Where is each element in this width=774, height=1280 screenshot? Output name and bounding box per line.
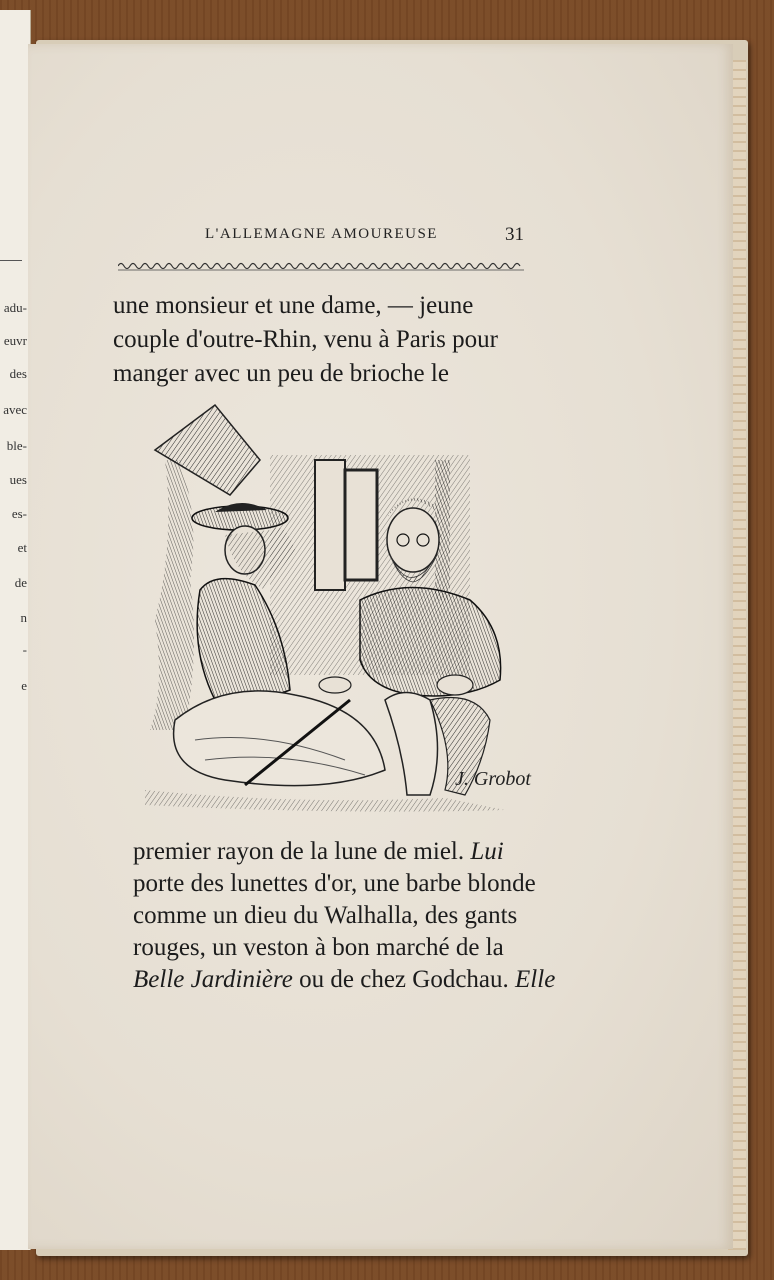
facing-page-text: - bbox=[22, 642, 27, 657]
facing-page-text: adu- bbox=[3, 300, 27, 315]
text-line: rouges, un veston à bon marché de la bbox=[133, 934, 504, 961]
facing-page-text: et bbox=[17, 540, 27, 555]
text-line: une monsieur et une dame, — jeune bbox=[113, 292, 474, 319]
facing-page bbox=[0, 10, 31, 1250]
italic-title: Belle Jardinière bbox=[133, 966, 293, 993]
facing-page-text: n bbox=[20, 610, 27, 625]
text-line: couple d'outre-Rhin, venu à Paris pour bbox=[113, 326, 498, 353]
facing-page-rule bbox=[0, 260, 22, 261]
facing-page-text: de bbox=[14, 575, 27, 590]
engraving-illustration bbox=[145, 400, 540, 815]
facing-page-text: avec bbox=[3, 402, 27, 417]
text-line bbox=[133, 966, 555, 994]
facing-page-text: es- bbox=[11, 506, 27, 521]
page-number: 31 bbox=[505, 224, 524, 245]
facing-page-text: e bbox=[21, 678, 27, 693]
facing-page-text: ues bbox=[9, 472, 27, 487]
text-line: manger avec un peu de brioche le bbox=[113, 360, 449, 387]
italic-word: Elle bbox=[515, 966, 556, 993]
facing-page-text: des bbox=[9, 366, 27, 381]
wavy-head-rule bbox=[118, 260, 524, 272]
facing-page-text: euvr bbox=[3, 333, 27, 348]
facing-page-text: ble- bbox=[6, 438, 27, 453]
italic-word: Lui bbox=[470, 838, 504, 865]
running-head: L'ALLEMAGNE AMOUREUSE bbox=[205, 226, 438, 242]
text-line: comme un dieu du Walhalla, des gants bbox=[133, 902, 518, 929]
text-span: premier rayon de la lune de miel. bbox=[133, 838, 465, 865]
text-line bbox=[133, 838, 504, 866]
text-line: porte des lunettes d'or, une barbe blonde bbox=[133, 870, 536, 897]
text-span: ou de chez Godchau. bbox=[299, 966, 509, 993]
illustrator-signature: J. Grobot bbox=[455, 768, 531, 790]
